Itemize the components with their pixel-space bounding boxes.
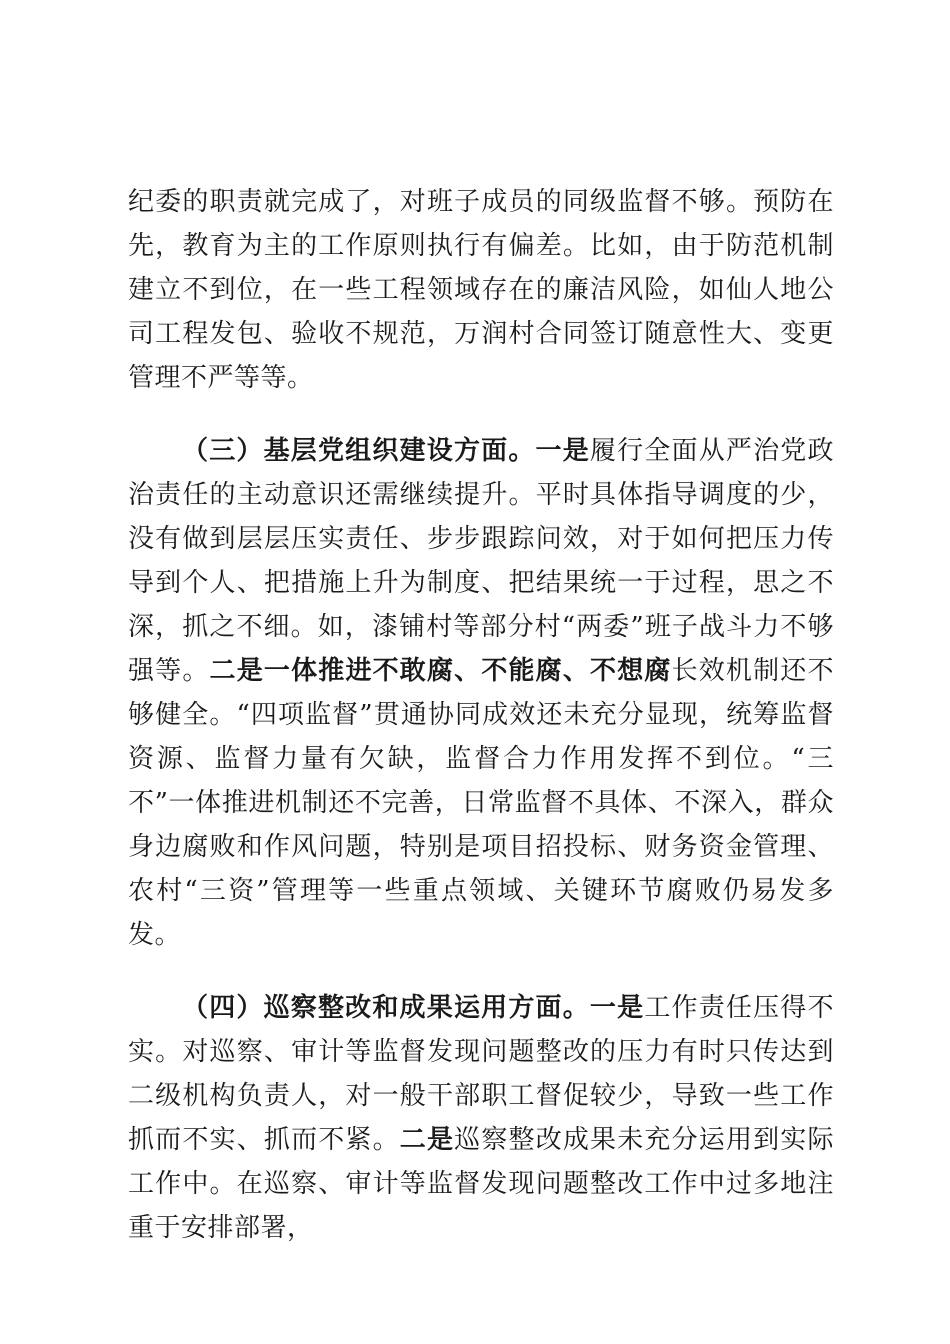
section-heading: （四）巡察整改和成果运用方面。一是 bbox=[182, 993, 645, 1023]
section-heading: （三）基层党组织建设方面。一是 bbox=[182, 436, 590, 466]
text-run: 履行全面从严治党政治责任的主动意识还需继续提升。平时具体指导调度的少，没有做到层层压实责任、步步跟踪问效，对于如何把压力传导到个人、把措施上升为制度、把结果统一于过程，思之不深，抓之不细。如，漆铺村等部分村“两委”班子战斗力不够强等。 bbox=[128, 436, 834, 686]
document-page bbox=[128, 180, 834, 1250]
bold-point: 二是 bbox=[399, 1125, 455, 1155]
text-run: 长效机制还不够健全。“四项监督”贯通协同成效还未充分显现，统筹监督资源、监督力量有欠缺，监督合力作用发挥不到位。“三不”一体推进机制还不完善，日常监督不具体、不深入，群众身边腐败和作风问题，特别是项目招投标、财务资金管理、农村“三资”管理等一些重点领域、关键环节腐败仍易发多发。 bbox=[128, 656, 834, 950]
paragraph-grassroots-party-building bbox=[128, 429, 834, 957]
paragraph-discipline-duty bbox=[128, 180, 834, 400]
text-run: 巡察整改成果未充分运用到实际工作中。在巡察、审计等监督发现问题整改工作中过多地注重于安排部署， bbox=[128, 1125, 834, 1243]
text-run: 纪委的职责就完成了，对班子成员的同级监督不够。预防在先，教育为主的工作原则执行有偏差。比如，由于防范机制建立不到位，在一些工程领域存在的廉洁风险，如仙人地公司工程发包、验收不规范，万润村合同签订随意性大、变更管理不严等等。 bbox=[128, 187, 834, 393]
paragraph-inspection-rectification bbox=[128, 986, 834, 1250]
bold-point: 二是一体推进不敢腐、不能腐、不想腐 bbox=[209, 656, 672, 686]
text-run: 工作责任压得不实。对巡察、审计等监督发现问题整改的压力有时只传达到二级机构负责人，对一般干部职工督促较少，导致一些工作抓而不实、抓而不紧。 bbox=[128, 993, 834, 1155]
